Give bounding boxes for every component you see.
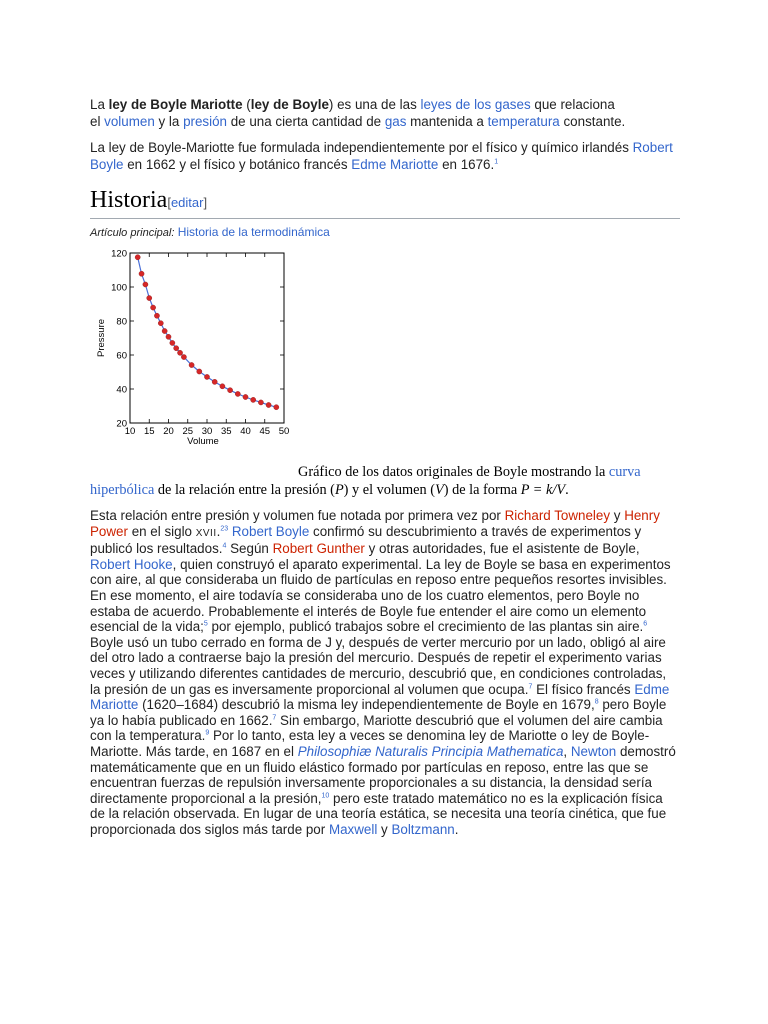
text: Por lo tanto, esta ley a veces se denomina ley de Mariotte o ley de Boyle-Mariotte. Más tarde, en 1687 en el [90,728,650,759]
reference-4[interactable]: 4 [222,542,227,550]
link-volumen[interactable]: volumen [104,114,155,129]
link-robert-hooke[interactable]: Robert Hooke [90,556,173,572]
text: ) es una de las [328,97,421,112]
text: ) de la forma [443,482,521,498]
link-presion[interactable]: presión [183,114,227,129]
data-point [243,394,248,399]
text: y otras autoridades, fue el asistente de Boyle, [364,541,640,557]
text: constante. [559,114,626,129]
edit-bracket: [ [167,195,171,210]
text: ) y el volumen ( [343,482,435,498]
data-point [189,362,194,367]
text: Boyle usó un tubo cerrado en forma de J y, después de verter mercurio por un lado, obligó al aire del otro lado a contraerse bajo la presión del mercurio. Después de repetir el experimento varias veces y utilizando diferentes cantidades de mercurio, descubrió que, en condiciones controladas, la presión de un gas es inversamente proporcional al volumen que ocupa. [90,634,667,697]
link-robert-boyle[interactable]: Robert Boyle [90,140,673,172]
data-point [174,346,179,351]
text: el [90,114,105,129]
link-gas[interactable]: gas [384,114,407,129]
edit-bracket: ] [203,195,208,210]
reference-10[interactable]: 10 [321,792,330,800]
century-roman: XVII [195,527,217,539]
link-curva-hiperbolica[interactable]: curva [608,464,641,480]
x-tick-label: 40 [240,426,251,437]
link-edme-mariotte[interactable]: Edme Mariotte [90,681,670,713]
text: Según [226,541,273,557]
x-tick-label: 10 [124,426,136,437]
link-boltzmann[interactable]: Boltzmann [391,821,455,837]
main-article-label: Artículo principal: [90,227,175,239]
data-point [162,328,167,333]
y-tick-label: 120 [111,248,127,260]
text: en el siglo [127,523,196,539]
reference-6[interactable]: 6 [643,620,648,628]
link-historia-termodinamica[interactable]: Historia de la termodinámica [177,225,330,239]
link-robert-gunther[interactable]: Robert Gunther [272,541,365,557]
data-point [154,313,159,318]
boyle-chart [92,245,302,463]
math-var: P [334,482,344,498]
x-tick-label: 25 [182,426,194,437]
text: Gráfico de los datos originales de Boyle mostrando la [298,464,609,480]
y-tick-label: 60 [116,350,127,362]
data-point [220,384,225,389]
boyle-chart-figure [90,245,680,463]
math-var: V [435,482,444,498]
x-tick-label: 35 [220,426,232,437]
text: en 1676. [438,157,495,172]
plot-frame [130,253,284,423]
text: El físico francés [532,681,635,697]
data-point [151,305,156,310]
intro-paragraph-1 [90,96,680,130]
text: ( [242,97,251,112]
reference-9[interactable]: 9 [205,729,210,737]
link-curva-hiperbolica[interactable]: hiperbólica [90,482,155,498]
section-title: Historia [90,187,168,213]
link-leyes-de-los-gases[interactable]: leyes de los gases [420,97,531,112]
data-point [139,271,144,276]
reference-5[interactable]: 5 [203,620,208,628]
text: La ley de Boyle-Mariotte fue formulada independientemente por el físico y químico irlandés [90,140,633,155]
link-edme-mariotte[interactable]: Edme Mariotte [351,157,439,172]
text: que relaciona [530,97,615,112]
data-point [147,295,152,300]
link-henry-power[interactable]: Henry Power [90,508,660,539]
data-point [204,374,209,379]
y-tick-label: 40 [116,384,127,396]
edit-section-link[interactable]: editar [170,195,204,210]
data-point [143,282,148,287]
text: por ejemplo, publicó trabajos sobre el crecimiento de las plantas sin aire. [207,619,644,635]
article-content [90,96,680,837]
data-point [212,379,217,384]
reference-1[interactable]: 1 [494,158,499,166]
main-article-note [90,225,680,239]
data-point [181,354,186,359]
y-tick-label: 100 [111,282,127,294]
history-paragraph [90,508,680,837]
data-point [177,350,182,355]
text: y [610,508,625,523]
text: . [454,821,459,837]
text: pero Boyle ya lo había publicado en 1662. [90,697,667,728]
reference-7[interactable]: 7 [528,683,533,691]
link-richard-towneley[interactable]: Richard Towneley [504,508,611,523]
text: demostró matemáticamente que en un fluido elástico formado por partículas en reposo, entre las que se encuentran fuerzas de repulsión inversamente proporcionales a su distancia, la densidad sería directamente proporcional a la presión, [90,743,676,806]
data-point [235,391,240,396]
link-principia[interactable]: Philosophiæ Naturalis Principia Mathematica [297,743,564,759]
data-point [166,334,171,339]
data-point [158,321,163,326]
text: (1620–1684) descubrió la misma ley independientemente de Boyle en 1679, [138,697,595,713]
data-point [266,402,271,407]
text: confirmó su descubrimiento a través de experimentos y publicó los resultados. [90,523,642,557]
text: y la [154,114,184,129]
text: La [90,97,109,112]
text: , [563,743,571,759]
reference-7[interactable]: 7 [272,714,277,722]
y-axis-label: Pressure [96,318,107,358]
data-point [274,405,279,410]
data-point [258,400,263,405]
x-tick-label: 20 [163,426,174,437]
x-tick-label: 15 [143,426,155,437]
text: Sin embargo, Mariotte descubrió que el volumen del aire cambia con la temperatura. [90,712,663,744]
text: . [565,482,569,498]
x-axis-label: Volume [187,436,219,447]
data-point [228,388,233,393]
math-formula: P = k/V [520,482,566,498]
text: de una cierta cantidad de [226,114,385,129]
data-point [251,397,256,402]
section-heading [90,187,680,219]
text: y [377,821,392,837]
text: . [216,523,221,539]
y-tick-label: 80 [116,316,127,328]
x-tick-label: 50 [278,426,290,437]
y-tick-label: 20 [116,418,127,430]
text: Esta relación entre presión y volumen fue notada por primera vez por [90,508,505,523]
text: en 1662 y el físico y botánico francés [123,157,352,172]
x-tick-label: 45 [259,426,271,437]
data-point [170,340,175,345]
text: pero este tratado matemático no es la explicación física de la relación observada. En lugar de una teoría estática, se necesita una teoría cinética, que fue proporcionada dos siglos más tarde por [90,790,667,837]
reference-8[interactable]: 8 [594,698,599,706]
text: mantenida a [406,114,488,129]
x-tick-label: 30 [201,426,213,437]
link-robert-boyle[interactable]: Robert Boyle [231,523,310,539]
link-newton[interactable]: Newton [570,743,617,759]
bold-term: ley de Boyle [250,97,329,112]
chart-caption [90,463,680,499]
bold-term: ley de Boyle Mariotte [108,97,243,112]
link-temperatura[interactable]: temperatura [487,114,560,129]
data-point [135,255,140,260]
reference-23[interactable]: 23 [220,525,229,533]
intro-paragraph-2 [90,139,680,173]
link-maxwell[interactable]: Maxwell [328,821,378,837]
text: de la relación entre la presión ( [154,482,335,498]
data-point [197,369,202,374]
text: , quien construyó el aparato experimental. La ley de Boyle se basa en experimentos con aire, al que consideraba un fluido de partículas en reposo entre pequeños resortes invisibles. En ese momento, el aire todavía se consideraba uno de los cuatro elementos, pero Boyle no estaba de acuerdo. Probablemente el interés de Boyle fue entender el aire como un elemento esencial de la vida; [90,556,671,635]
